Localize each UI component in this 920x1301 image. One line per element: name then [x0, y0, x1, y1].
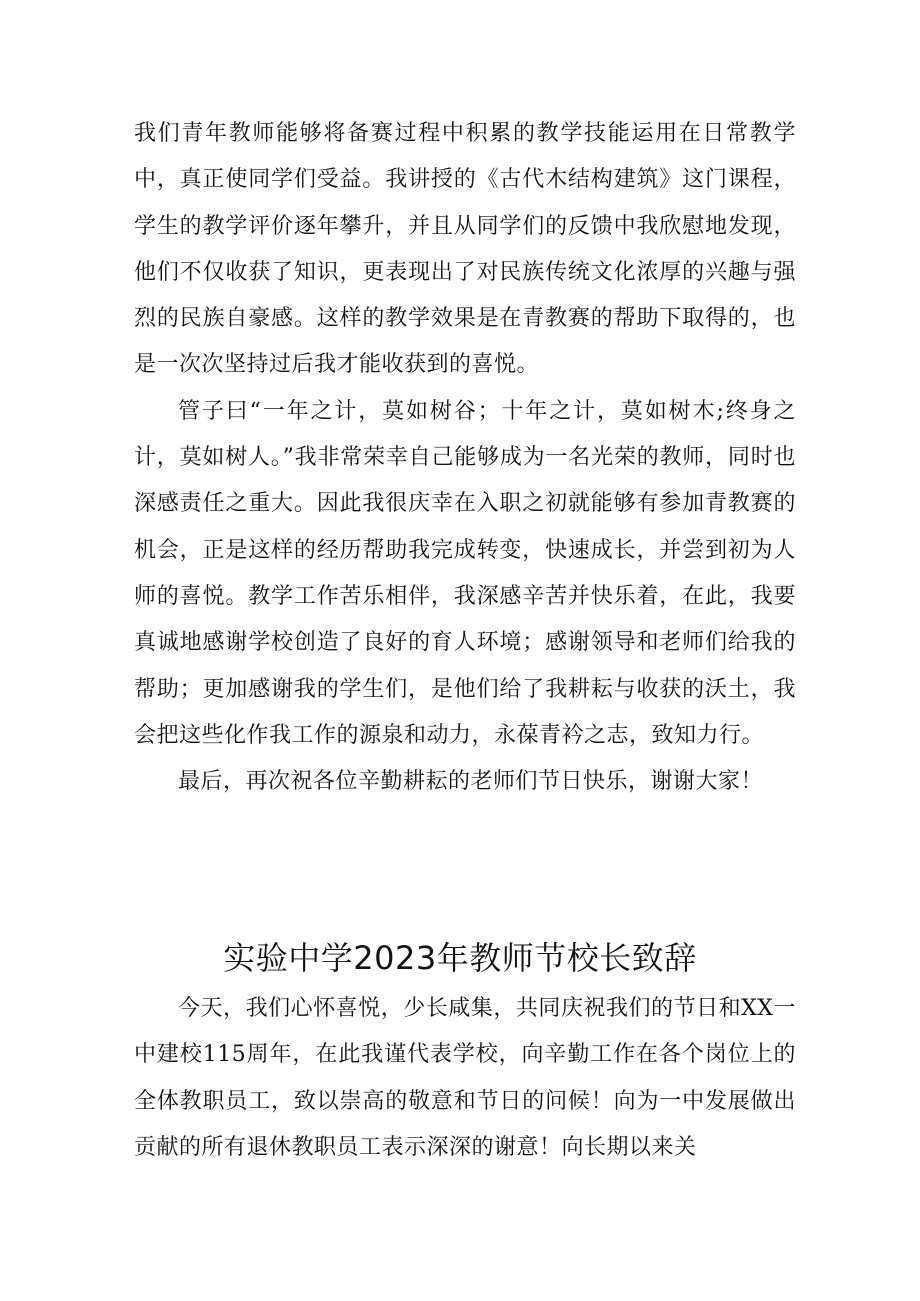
principal-speech-body [134, 986, 796, 1171]
body-paragraph: 今天，我们心怀喜悦，少长咸集，共同庆祝我们的节日和XX一中建校115周年，在此我谨代表学校，向辛勤工作在各个岗位上的全体教职员工，致以崇高的敬意和节日的问候！向为一中发展做出贡献的所有退休教职员工表示深深的谢意！向长期以来关 [134, 996, 796, 1160]
body-paragraph: 管子曰“一年之计，莫如树谷；十年之计，莫如树木;终身之计，莫如树人。”我非常荣幸自己能够成为一名光荣的教师，同时也深感责任之重大。因此我很庆幸在入职之初就能够有参加青教赛的机会，正是这样的经历帮助我完成转变，快速成长，并尝到初为人师的喜悦。教学工作苦乐相伴，我深感辛苦并快乐着，在此，我要真诚地感谢学校创造了良好的育人环境；感谢领导和老师们给我的帮助；更加感谢我的学生们，是他们给了我耕耘与收获的沃土，我会把这些化作我工作的源泉和动力，永葆青衿之志，致知力行。 [134, 398, 796, 748]
body-paragraph: 我们青年教师能够将备赛过程中积累的教学技能运用在日常教学中，真正使同学们受益。我讲授的《古代木结构建筑》这门课程，学生的教学评价逐年攀升，并且从同学们的反馈中我欣慰地发现，他们不仅收获了知识，更表现出了对民族传统文化浓厚的兴趣与强烈的民族自豪感。这样的教学效果是在青教赛的帮助下取得的，也是一次次坚持过后我才能收获到的喜悦。 [134, 121, 796, 378]
body-paragraph: 最后，再次祝各位辛勤耕耘的老师们节日快乐，谢谢大家！ [178, 769, 764, 795]
previous-speech-body [134, 111, 796, 805]
speech-title: 实验中学2023年教师节校长致辞 [223, 939, 697, 977]
